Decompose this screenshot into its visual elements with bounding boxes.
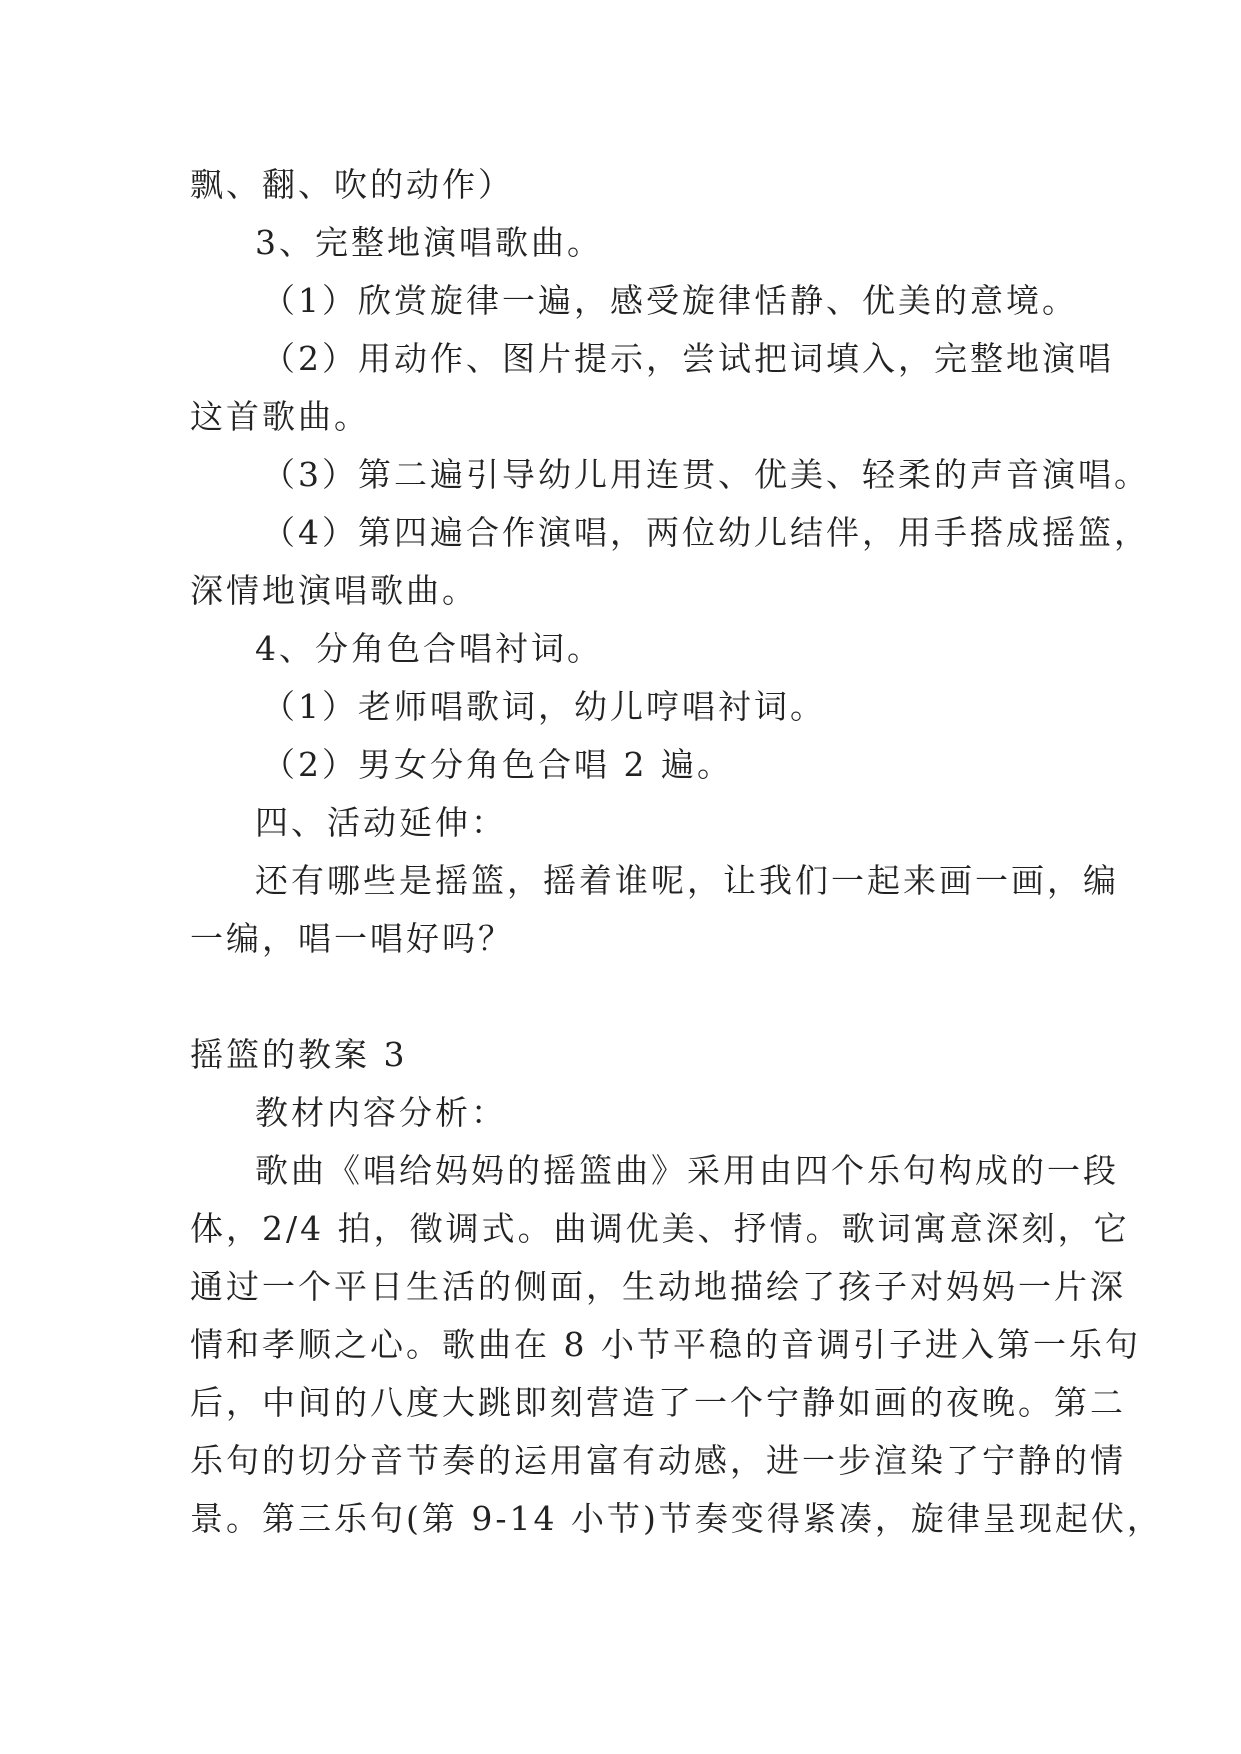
paragraph-line: 后，中间的八度大跳即刻营造了一个宁静如画的夜晚。第二 — [190, 1383, 1126, 1422]
list-item: （1）欣赏旋律一遍，感受旋律恬静、优美的意境。 — [262, 281, 1078, 320]
section-heading: 教材内容分析： — [255, 1093, 507, 1132]
text-line: 深情地演唱歌曲。 — [190, 571, 478, 610]
paragraph-line: 还有哪些是摇篮，摇着谁呢，让我们一起来画一画，编 — [255, 861, 1119, 900]
paragraph-line: 体，2/4 拍，徵调式。曲调优美、抒情。歌词寓意深刻，它 — [190, 1209, 1130, 1248]
paragraph-line: 乐句的切分音节奏的运用富有动感，进一步渲染了宁静的情 — [190, 1441, 1126, 1480]
section-heading: 4、分角色合唱衬词。 — [255, 629, 603, 668]
text-line: 这首歌曲。 — [190, 397, 370, 436]
list-item: （2）用动作、图片提示，尝试把词填入，完整地演唱 — [262, 339, 1114, 378]
section-heading: 3、完整地演唱歌曲。 — [255, 223, 603, 262]
list-item: （3）第二遍引导幼儿用连贯、优美、轻柔的声音演唱。 — [262, 455, 1150, 494]
text-line: 飘、翻、吹的动作） — [190, 165, 514, 204]
section-heading: 四、活动延伸： — [255, 803, 507, 842]
paragraph-line: 通过一个平日生活的侧面，生动地描绘了孩子对妈妈一片深 — [190, 1267, 1126, 1306]
text-line: 一编，唱一唱好吗？ — [190, 919, 514, 958]
list-item: （2）男女分角色合唱 2 遍。 — [262, 745, 733, 784]
paragraph-line: 歌曲《唱给妈妈的摇篮曲》采用由四个乐句构成的一段 — [255, 1151, 1119, 1190]
paragraph-line: 情和孝顺之心。歌曲在 8 小节平稳的音调引子进入第一乐句 — [190, 1325, 1141, 1364]
list-item: （4）第四遍合作演唱，两位幼儿结伴，用手搭成摇篮， — [262, 513, 1150, 552]
paragraph-line: 景。第三乐句(第 9-14 小节)节奏变得紧凑，旋律呈现起伏， — [190, 1499, 1163, 1538]
list-item: （1）老师唱歌词，幼儿哼唱衬词。 — [262, 687, 826, 726]
document-title: 摇篮的教案 3 — [190, 1035, 408, 1074]
